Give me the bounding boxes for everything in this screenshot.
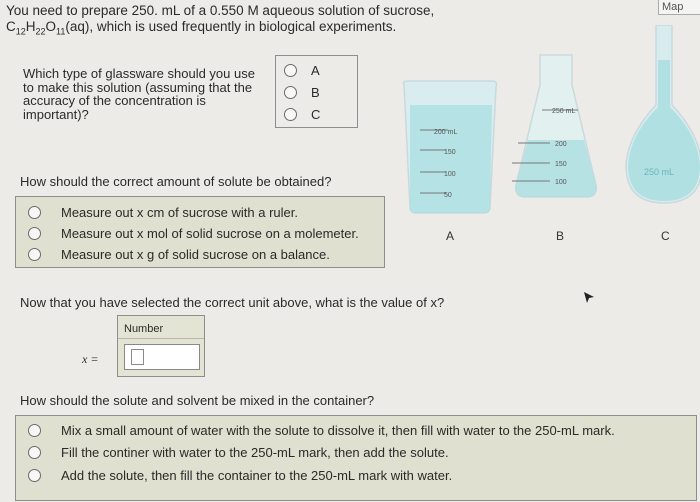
formula-o-sub: 11 (56, 26, 66, 37)
radio-mix-2[interactable] (28, 446, 41, 459)
number-input[interactable] (124, 344, 200, 370)
mixing-option-3-label: Add the solute, then fill the container to the 250-mL mark with water. (61, 467, 453, 483)
solute-option-balance-label: Measure out x g of solid sucrose on a balance. (61, 246, 330, 262)
number-label: Number (124, 323, 164, 335)
glassware-options (275, 55, 358, 128)
glassware-option-a[interactable] (284, 60, 320, 80)
formula-h: H (25, 19, 36, 34)
mixing-option-2[interactable] (28, 442, 449, 462)
mouse-cursor-icon (583, 291, 595, 310)
mixing-option-1-label: Mix a small amount of water with the solute to dissolve it, then fill with water to the 250-mL mark. (61, 422, 615, 438)
volumetric-flask-c (626, 25, 700, 203)
flask-b (512, 55, 596, 197)
map-button[interactable]: Map (658, 0, 700, 15)
glassware-illustration (400, 25, 700, 245)
formula-h-sub: 22 (35, 26, 46, 37)
number-answer-box (117, 315, 205, 377)
glassware-question: Which type of glassware should you use to make this solution (assuming that the accuracy of the concentration is important)? (23, 66, 255, 122)
radio-b[interactable] (284, 86, 297, 99)
flask-mark-150: 150 (555, 161, 567, 168)
radio-a[interactable] (284, 64, 297, 77)
formula-c: C (6, 19, 16, 34)
beaker-a (404, 81, 497, 213)
number-divider (118, 338, 204, 339)
mixing-option-3[interactable] (28, 465, 452, 485)
glassware-option-b[interactable] (284, 82, 320, 102)
solute-option-balance[interactable] (28, 244, 330, 264)
mixing-option-1[interactable] (28, 420, 615, 440)
volumetric-mark-250: 250 mL (644, 167, 675, 177)
formula-c-sub: 12 (15, 26, 26, 37)
glassware-svg (400, 25, 700, 245)
formula-state: (aq), which is used frequently in biological experiments. (65, 19, 397, 34)
solute-option-molemeter[interactable] (28, 223, 359, 243)
input-cursor-box (131, 349, 144, 365)
glassware-letter-a: A (446, 229, 455, 243)
glassware-option-b-label: B (311, 84, 320, 100)
radio-mix-1[interactable] (28, 424, 41, 437)
radio-ruler[interactable] (28, 206, 41, 219)
beaker-mark-200: 200 mL (434, 129, 458, 136)
solute-question: How should the correct amount of solute be obtained? (20, 174, 332, 189)
flask-mark-200: 200 (555, 141, 567, 148)
mixing-option-2-label: Fill the continer with water to the 250-mL mark, then add the solute. (61, 444, 449, 460)
beaker-mark-50: 50 (444, 192, 452, 199)
solute-option-ruler[interactable] (28, 202, 298, 222)
glassware-option-c-label: C (311, 106, 321, 122)
radio-mix-3[interactable] (28, 469, 41, 482)
solute-option-molemeter-label: Measure out x mol of solid sucrose on a molemeter. (61, 225, 359, 241)
intro-line-1: You need to prepare 250. mL of a 0.550 M aqueous solution of sucrose, (6, 3, 435, 18)
flask-mark-100: 100 (555, 179, 567, 186)
glassware-letter-c: C (661, 229, 670, 243)
formula-o: O (45, 19, 57, 34)
mixing-question: How should the solute and solvent be mixed in the container? (20, 393, 375, 408)
glassware-letter-b: B (556, 229, 565, 243)
flask-mark-250: 250 mL (552, 108, 576, 115)
glassware-option-c[interactable] (284, 104, 320, 124)
radio-molemeter[interactable] (28, 227, 41, 240)
beaker-mark-100: 100 (444, 171, 456, 178)
radio-c[interactable] (284, 108, 297, 121)
solute-option-ruler-label: Measure out x cm of sucrose with a ruler. (61, 204, 298, 220)
solute-options (15, 196, 385, 268)
value-question: Now that you have selected the correct unit above, what is the value of x? (20, 295, 445, 310)
glassware-option-a-label: A (311, 62, 320, 78)
x-equals-label: x = (82, 352, 99, 366)
radio-balance[interactable] (28, 248, 41, 261)
beaker-mark-150: 150 (444, 149, 456, 156)
mixing-options (15, 415, 697, 501)
